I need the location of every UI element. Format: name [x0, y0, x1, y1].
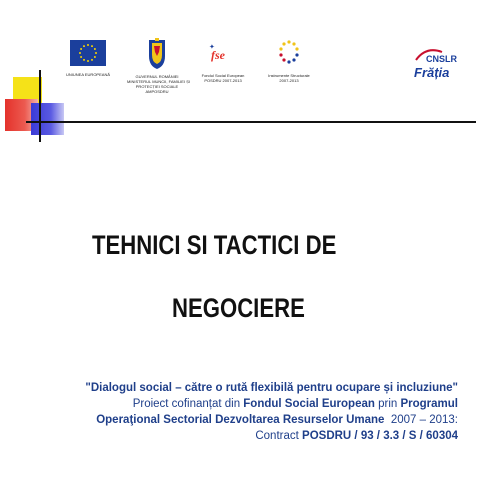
contract-line — [85, 428, 458, 444]
program-name: Operaţional Sectorial Dezvoltarea Resurselor Umane — [96, 414, 385, 426]
program-years: 2007 – 2013: — [384, 414, 458, 426]
romania-caption-line: MINISTERUL MUNCII, FAMILIEI ȘI — [127, 79, 190, 84]
romania-coat-of-arms-logo — [145, 38, 169, 70]
stars-circle-icon — [276, 38, 302, 68]
title-line-1: TEHNICI SI TACTICI DE — [92, 230, 337, 260]
romania-caption-line: PROTECȚIEI SOCIALE — [135, 84, 179, 89]
eu-caption: UNIUNEA EUROPEANĂ — [65, 72, 110, 77]
program-word: Programul — [400, 398, 458, 410]
fse-star-icon: ✦ — [209, 44, 215, 51]
program-line — [85, 412, 458, 428]
fse-caption-line: POSDRU 2007-2013 — [204, 78, 242, 83]
romania-caption-line: GUVERNUL ROMÂNIEI — [135, 74, 179, 79]
project-footer — [85, 380, 458, 444]
fratia-text: Frăția — [414, 65, 450, 80]
fse-logo — [211, 46, 235, 62]
fse-logo-text: fse — [211, 48, 225, 62]
prin-text: prin — [374, 398, 401, 410]
title-line-2: NEGOCIERE — [172, 293, 305, 323]
accent-horizontal-line — [26, 121, 476, 123]
coat-of-arms-icon — [145, 38, 169, 70]
romania-caption — [127, 74, 190, 94]
fse-caption — [198, 73, 248, 83]
instrumente-structurale-logo — [276, 38, 302, 68]
fse-caption-line: Fondul Social European — [201, 73, 245, 78]
cofinancing-text: Proiect cofinanțat din — [132, 398, 244, 410]
instrumente-caption-line: Instrumente Structurale — [268, 73, 310, 78]
accent-vertical-line — [39, 70, 41, 142]
eu-flag-logo — [70, 40, 106, 66]
accent-blue-square — [31, 103, 64, 135]
cnslr-text: CNSLR — [426, 54, 457, 64]
contract-label: Contract — [255, 430, 303, 442]
cnslr-fratia-logo — [412, 50, 462, 84]
instrumente-caption-line: 2007-2013 — [279, 78, 299, 83]
instrumente-caption — [264, 73, 314, 83]
project-name-line: "Dialogul social – către o rută flexibilă pentru ocupare și incluziune" — [85, 382, 458, 394]
contract-number: POSDRU / 93 / 3.3 / S / 60304 — [302, 430, 458, 442]
eu-flag-icon — [70, 40, 106, 66]
romania-caption-line: AMPOSDRU — [145, 89, 169, 94]
fse-name: Fondul Social European — [243, 398, 375, 410]
cofinancing-line — [85, 396, 458, 412]
